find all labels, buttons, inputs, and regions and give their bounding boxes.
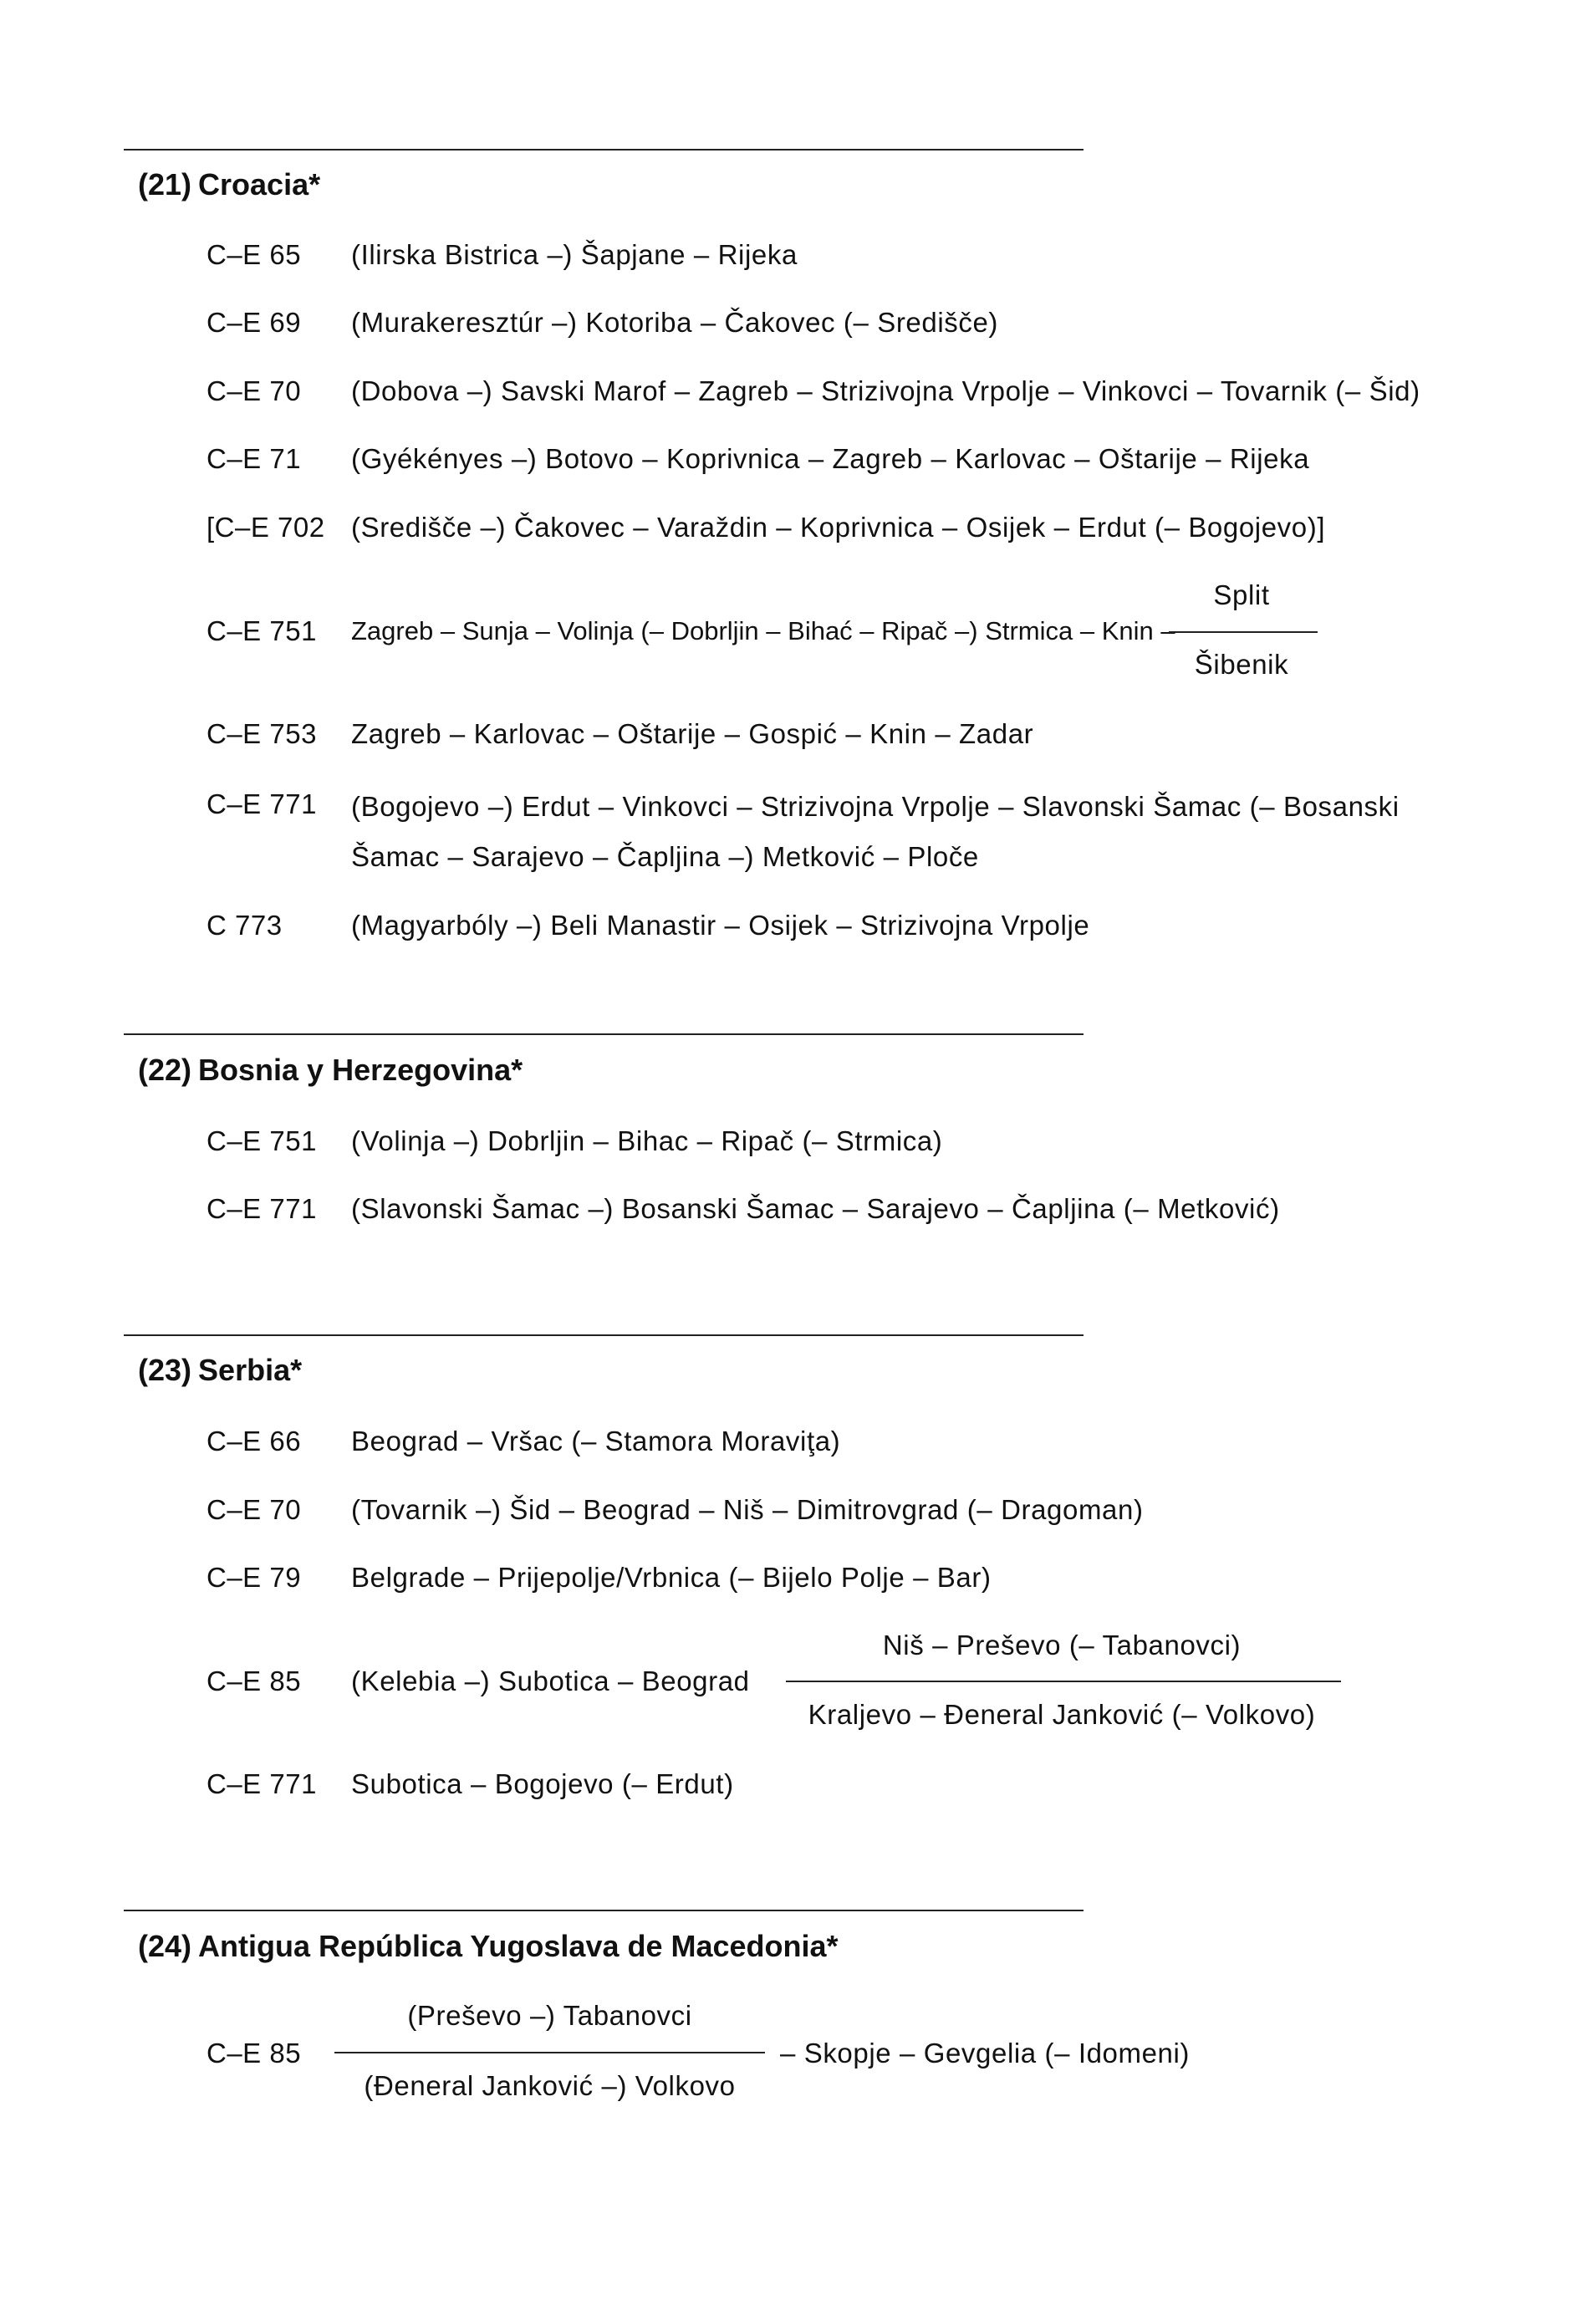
branch-top: Split	[1213, 579, 1270, 610]
branch-line	[334, 2052, 765, 2053]
line-route: (Murakeresztúr –) Kotoriba – Čakovec (– Središče)	[351, 307, 999, 338]
branch-top: Niš – Preševo (– Tabanovci)	[882, 1630, 1242, 1660]
line-code: C–E 69	[207, 307, 302, 338]
line-code: C–E 66	[207, 1426, 302, 1456]
line-code: C–E 751	[207, 615, 317, 646]
line-code: C–E 71	[207, 443, 302, 474]
line-route: (Magyarbóly –) Beli Manastir – Osijek – Strizivojna Vrpolje	[351, 910, 1090, 941]
line-code: C–E 771	[207, 788, 317, 819]
line-route: (Slavonski Šamac –) Bosanski Šamac – Sarajevo – Čapljina (– Metković)	[351, 1193, 1280, 1224]
section-heading-macedonia	[138, 1929, 839, 1964]
section-number: (22)	[138, 1053, 192, 1087]
section-divider	[124, 1910, 1084, 1911]
branch-line	[1169, 631, 1318, 633]
line-route: (Dobova –) Savski Marof – Zagreb – Strizivojna Vrpolje – Vinkovci – Tovarnik (– Šid)	[351, 375, 1420, 406]
line-route: (Ilirska Bistrica –) Šapjane – Rijeka	[351, 239, 798, 270]
line-code: C–E 771	[207, 1193, 317, 1224]
branch-bottom: Kraljevo – Đeneral Janković (– Volkovo)	[808, 1699, 1316, 1730]
section-divider	[124, 1033, 1084, 1035]
section-title: Serbia*	[198, 1353, 303, 1387]
line-route: (Volinja –) Dobrljin – Bihac – Ripač (– Strmica)	[351, 1125, 943, 1156]
line-route: – Skopje – Gevgelia (– Idomeni)	[780, 2038, 1191, 2068]
line-code: C–E 70	[207, 375, 302, 406]
line-route: Beograd – Vršac (– Stamora Moraviţa)	[351, 1426, 841, 1456]
line-route: (Bogojevo –) Erdut – Vinkovci – Strizivojna Vrpolje – Slavonski Šamac (– Bosanski	[351, 791, 1400, 822]
section-heading-bosnia	[138, 1053, 523, 1088]
line-code: C–E 65	[207, 239, 302, 270]
section-number: (21)	[138, 167, 192, 201]
branch-line	[786, 1681, 1341, 1682]
line-code: C–E 79	[207, 1562, 302, 1593]
line-route: (Kelebia –) Subotica – Beograd	[351, 1666, 750, 1696]
section-title: Croacia*	[198, 167, 321, 201]
section-title: Bosnia y Herzegovina*	[198, 1053, 523, 1087]
line-code: C–E 85	[207, 2038, 302, 2068]
section-number: (24)	[138, 1929, 192, 1963]
line-route: (Središče –) Čakovec – Varaždin – Koprivnica – Osijek – Erdut (– Bogojevo)]	[351, 512, 1326, 543]
section-heading-serbia	[138, 1353, 302, 1388]
line-code: [C–E 702	[207, 512, 325, 543]
line-route: (Gyékényes –) Botovo – Koprivnica – Zagreb – Karlovac – Oštarije – Rijeka	[351, 443, 1310, 474]
line-code: C–E 753	[207, 718, 317, 749]
line-code: C–E 70	[207, 1494, 302, 1525]
section-heading-croacia	[138, 167, 320, 202]
line-route: (Tovarnik –) Šid – Beograd – Niš – Dimitrovgrad (– Dragoman)	[351, 1494, 1144, 1525]
line-code: C–E 751	[207, 1125, 317, 1156]
line-route: Zagreb – Sunja – Volinja (– Dobrljin – Bihać – Ripač –) Strmica – Knin –	[351, 616, 1175, 645]
section-divider	[124, 149, 1084, 150]
branch-top: (Preševo –) Tabanovci	[407, 2000, 692, 2031]
section-number: (23)	[138, 1353, 192, 1387]
branch-bottom: (Đeneral Janković –) Volkovo	[364, 2070, 736, 2101]
line-code: C 773	[207, 910, 283, 941]
section-divider	[124, 1334, 1084, 1336]
branch-bottom: Šibenik	[1194, 649, 1289, 680]
section-title: Antigua República Yugoslava de Macedonia*	[198, 1929, 839, 1963]
line-route: Zagreb – Karlovac – Oštarije – Gospić – Knin – Zadar	[351, 718, 1034, 749]
line-code: C–E 771	[207, 1768, 317, 1799]
line-route-continuation: Šamac – Sarajevo – Čapljina –) Metković – Ploče	[351, 841, 979, 872]
line-code: C–E 85	[207, 1666, 302, 1696]
line-route: Belgrade – Prijepolje/Vrbnica (– Bijelo Polje – Bar)	[351, 1562, 992, 1593]
line-route: Subotica – Bogojevo (– Erdut)	[351, 1768, 734, 1799]
